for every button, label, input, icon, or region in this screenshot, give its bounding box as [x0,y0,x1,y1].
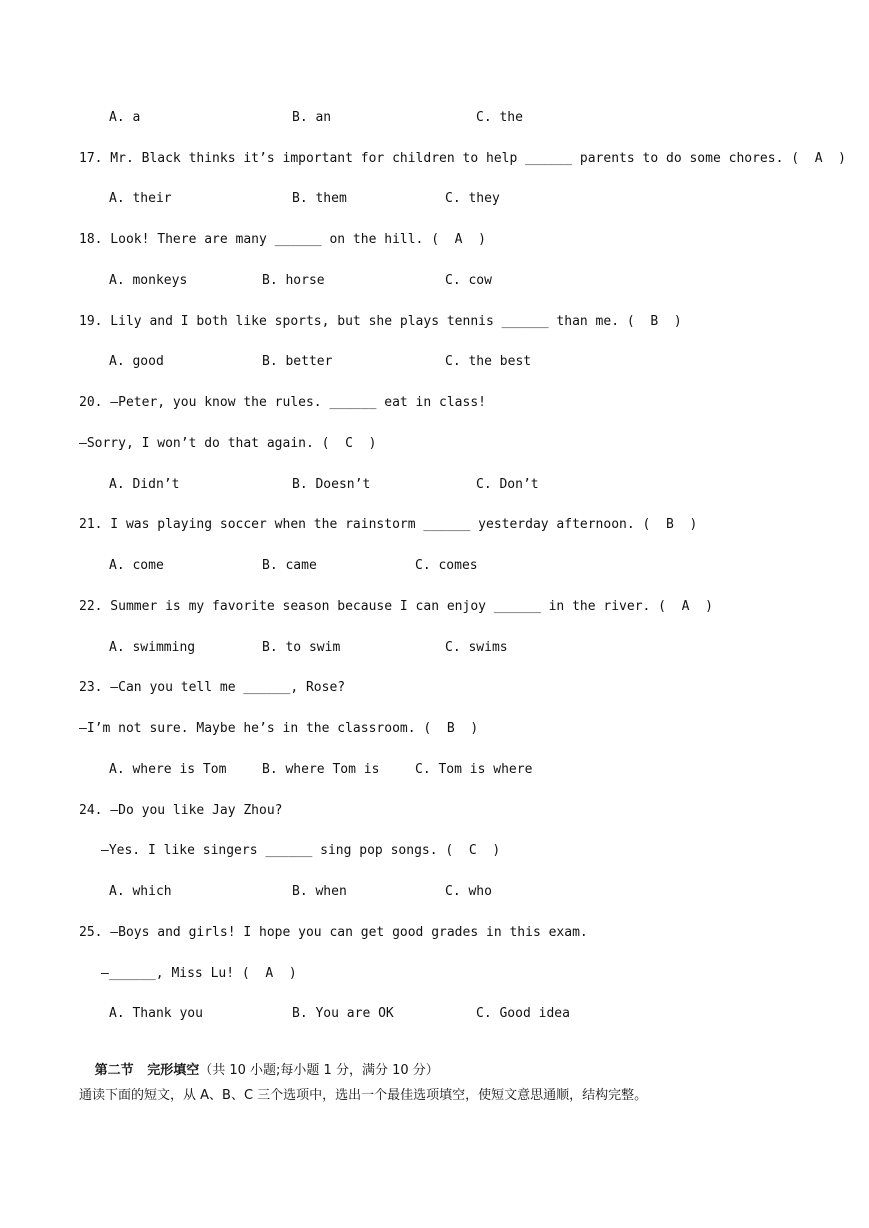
q16-option-a: A. a [109,110,141,125]
q25-option-c: C. Good idea [476,1006,570,1021]
q24-stem-reply: —Yes. I like singers ______ sing pop songs. ( C ) [101,843,501,858]
q18-option-a: A. monkeys [109,273,188,288]
q19-option-b: B. better [262,354,333,369]
q23-stem: 23. —Can you tell me ______, Rose? [79,680,346,695]
q20-option-c: C. Don’t [476,477,539,492]
q21-option-c: C. comes [415,558,478,573]
q19-stem: 19. Lily and I both like sports, but she plays tennis ______ than me. ( B ) [79,314,682,329]
q22-option-c: C. swims [445,640,508,655]
q17-option-b: B. them [292,191,347,206]
q19-option-a: A. good [109,354,164,369]
q20-option-a: A. Didn’t [109,477,180,492]
q17-option-a: A. their [109,191,172,206]
q25-option-b: B. You are OK [292,1006,394,1021]
q25-stem-reply: —______, Miss Lu! ( A ) [101,966,297,981]
q20-option-b: B. Doesn’t [292,477,371,492]
q17-option-c: C. they [445,191,500,206]
q18-option-b: B. horse [262,273,325,288]
q22-option-a: A. swimming [109,640,196,655]
q21-option-b: B. came [262,558,317,573]
q25-option-a: A. Thank you [109,1006,203,1021]
section-instruction: 通读下面的短文，从 A、B、C 三个选项中，选出一个最佳选项填空，使短文意思通顺，结构完整。 [79,1088,648,1103]
q20-stem: 20. —Peter, you know the rules. ______ eat in class! [79,395,486,410]
q24-stem: 24. —Do you like Jay Zhou? [79,803,283,818]
q21-stem: 21. I was playing soccer when the rainstorm ______ yesterday afternoon. ( B ) [79,517,698,532]
q21-option-a: A. come [109,558,164,573]
q19-option-c: C. the best [445,354,532,369]
q24-option-b: B. when [292,884,347,899]
q18-stem: 18. Look! There are many ______ on the hill. ( A ) [79,232,486,247]
q25-stem: 25. —Boys and girls! I hope you can get good grades in this exam. [79,925,588,940]
q18-option-c: C. cow [445,273,492,288]
q17-stem: 17. Mr. Black thinks it’s important for children to help ______ parents to do some chores. ( A ) [79,151,847,166]
q16-option-b: B. an [292,110,332,125]
q23-option-a: A. where is Tom [109,762,227,777]
q24-option-c: C. who [445,884,492,899]
q23-stem-reply: —I’m not sure. Maybe he’s in the classroom. ( B ) [79,721,479,736]
q22-stem: 22. Summer is my favorite season because I can enjoy ______ in the river. ( A ) [79,599,713,614]
q22-option-b: B. to swim [262,640,341,655]
q16-option-c: C. the [476,110,523,125]
q20-stem-reply: —Sorry, I won’t do that again. ( C ) [79,436,377,451]
q24-option-a: A. which [109,884,172,899]
q23-option-b: B. where Tom is [262,762,380,777]
section-note: （共 10 小题;每小题 1 分，满分 10 分） [199,1063,439,1078]
section-heading [79,1047,439,1079]
q23-option-c: C. Tom is where [415,762,533,777]
section-title: 第二节 完形填空 [94,1063,200,1078]
